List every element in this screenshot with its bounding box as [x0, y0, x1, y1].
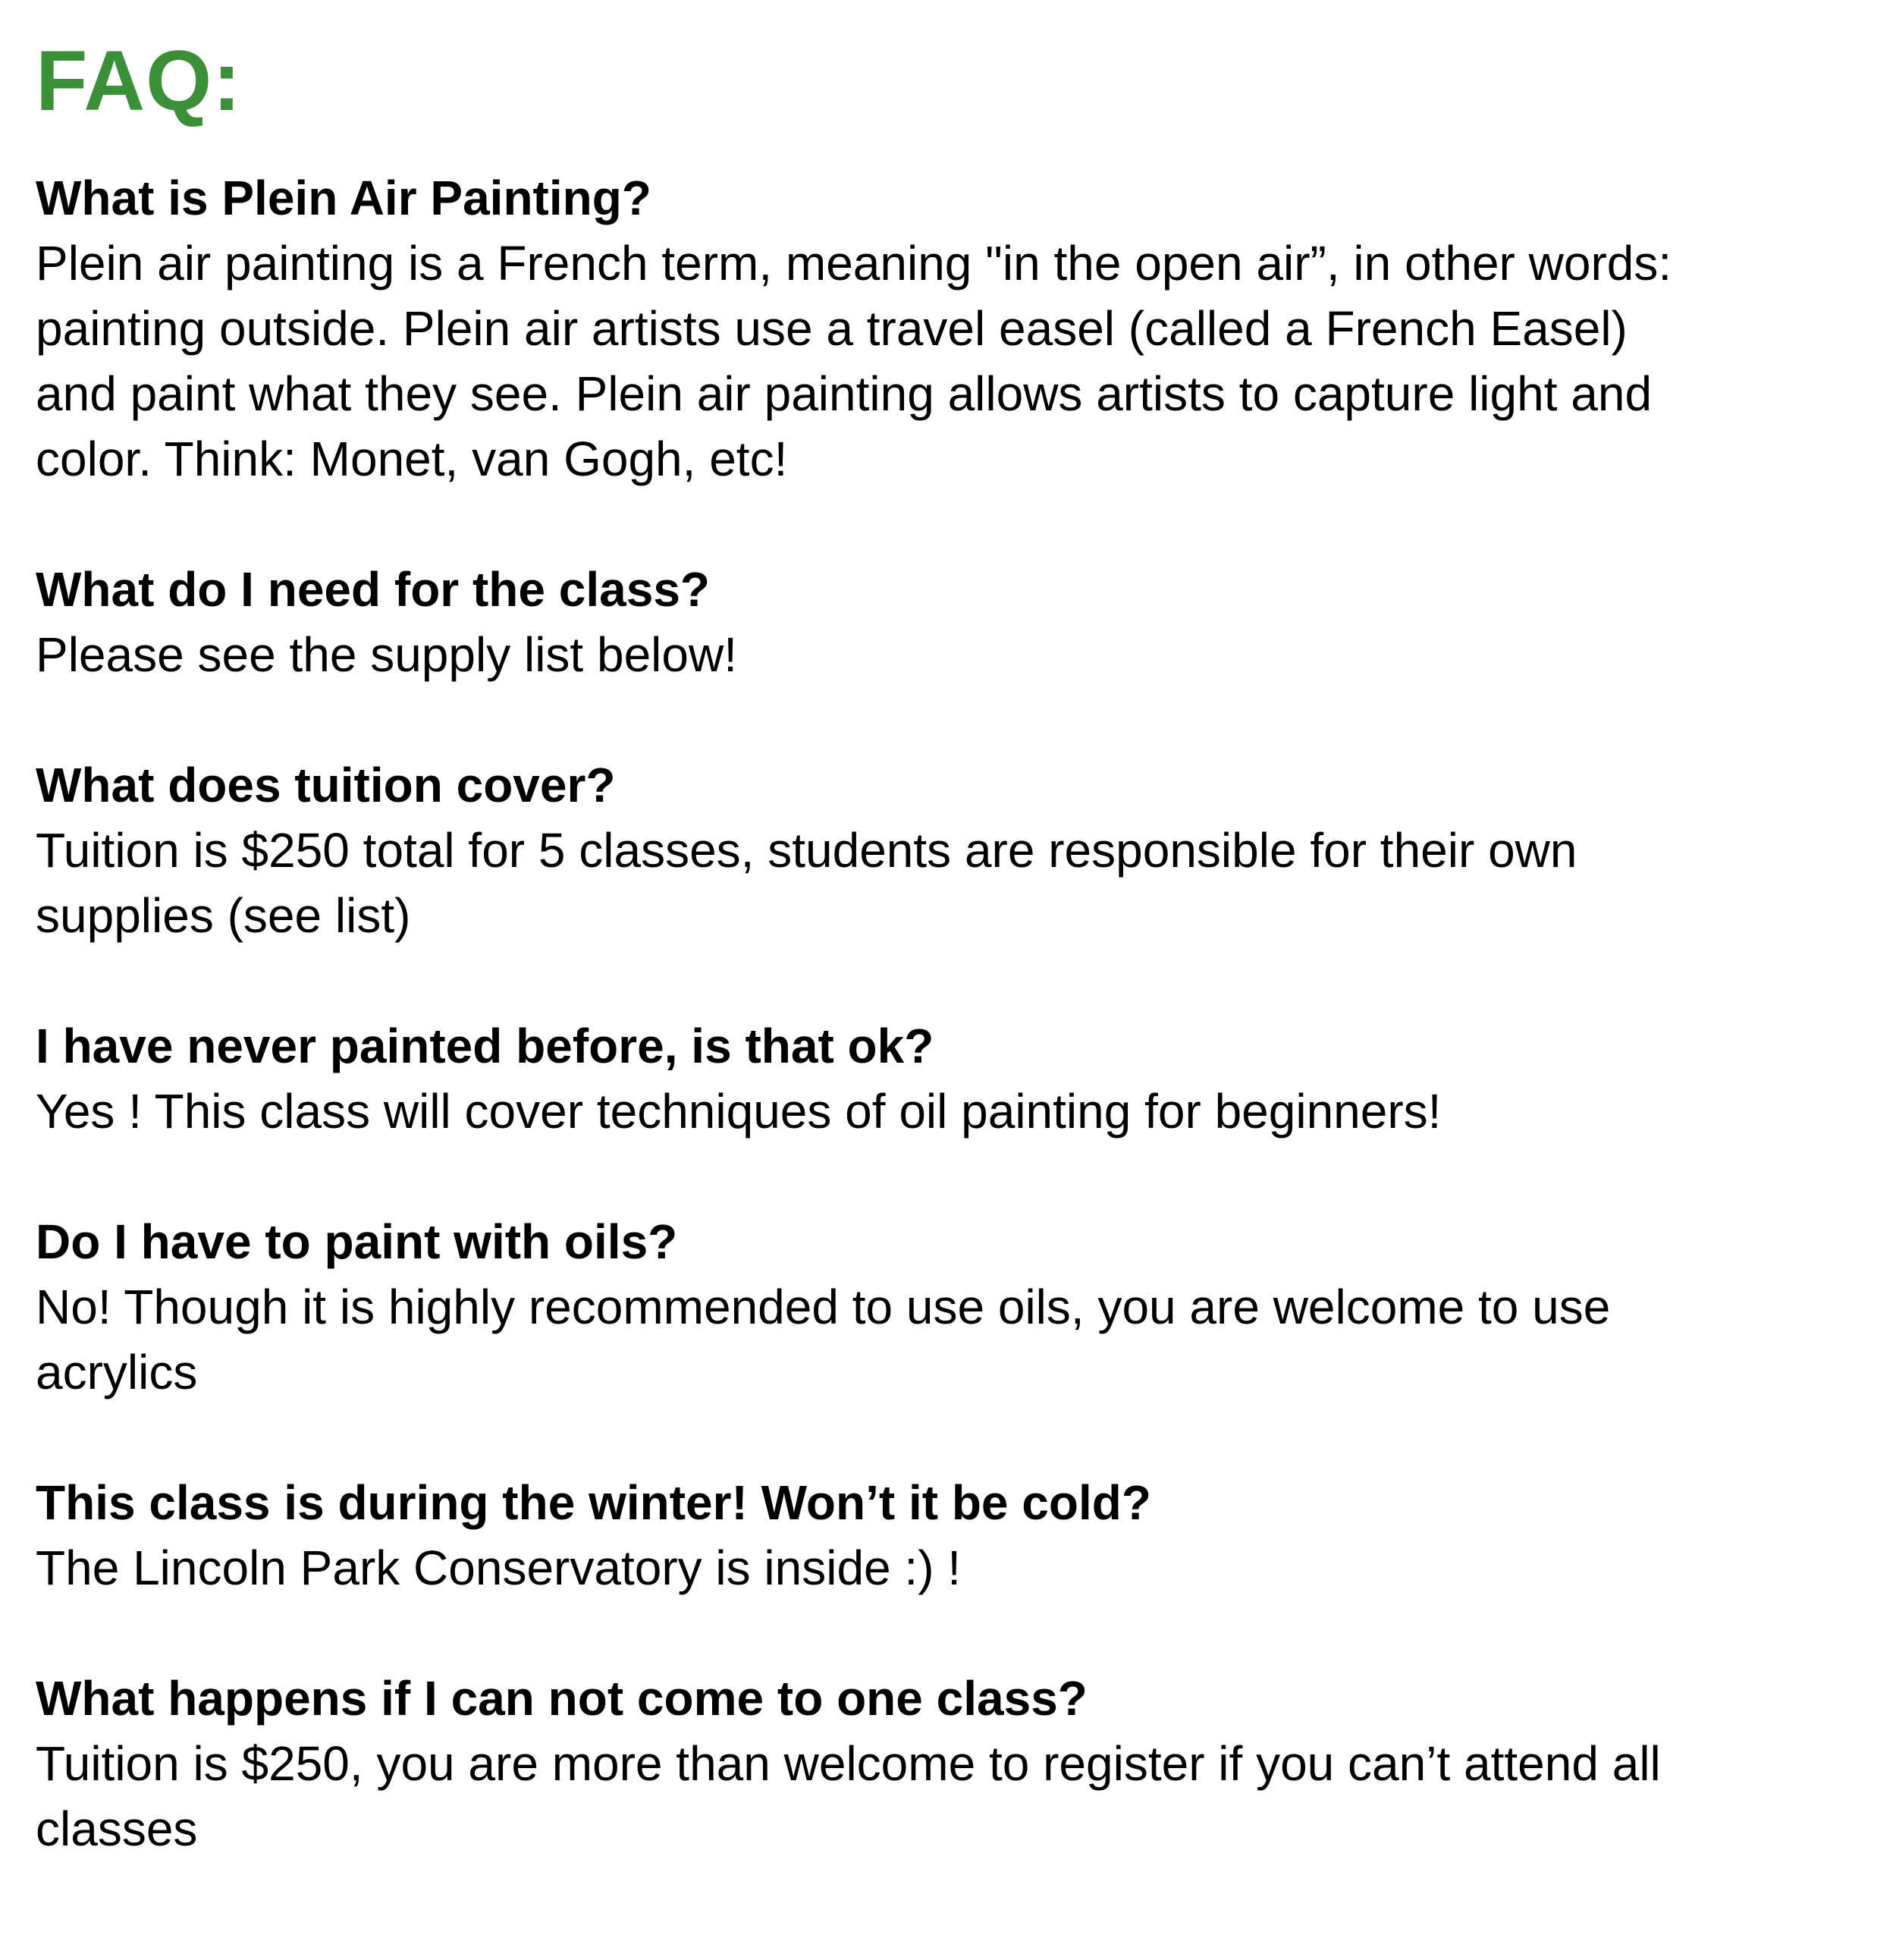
faq-item — [36, 752, 1871, 948]
answer-line: Tuition is $250 total for 5 classes, students are responsible for their own — [36, 823, 1577, 878]
faq-answer — [36, 1079, 1871, 1144]
faq-item — [36, 1209, 1871, 1405]
faq-item — [36, 165, 1871, 492]
answer-line: Yes ! This class will cover techniques of oil painting for beginners! — [36, 1084, 1442, 1139]
answer-line: Plein air painting is a French term, meaning "in the open air”, in other words: — [36, 236, 1672, 291]
faq-question: What is Plein Air Painting? — [36, 171, 651, 225]
answer-line: and paint what they see. Plein air painting allows artists to capture light and — [36, 366, 1653, 421]
faq-item — [36, 1013, 1871, 1144]
answer-line: Please see the supply list below! — [36, 627, 737, 682]
faq-question: I have never painted before, is that ok? — [36, 1019, 934, 1073]
faq-item — [36, 1666, 1871, 1861]
faq-question: What does tuition cover? — [36, 758, 616, 812]
faq-answer — [36, 231, 1871, 492]
faq-title: FAQ: — [36, 33, 242, 128]
faq-answer — [36, 1731, 1871, 1861]
faq-question: What happens if I can not come to one class? — [36, 1671, 1088, 1726]
answer-line: The Lincoln Park Conservatory is inside :) ! — [36, 1541, 962, 1595]
faq-answer — [36, 1535, 1871, 1600]
answer-line: supplies (see list) — [36, 888, 411, 943]
faq-item — [36, 557, 1871, 687]
faq-item — [36, 1470, 1871, 1600]
faq-document — [36, 32, 1871, 1927]
answer-line: color. Think: Monet, van Gogh, etc! — [36, 432, 788, 486]
faq-answer — [36, 818, 1871, 948]
answer-line: classes — [36, 1801, 198, 1856]
faq-question: Do I have to paint with oils? — [36, 1214, 678, 1269]
faq-question: This class is during the winter! Won’t it be cold? — [36, 1475, 1151, 1530]
answer-line: acrylics — [36, 1345, 198, 1399]
answer-line: No! Though it is highly recommended to use oils, you are welcome to use — [36, 1280, 1611, 1334]
faq-answer — [36, 622, 1871, 687]
faq-question: What do I need for the class? — [36, 562, 710, 617]
answer-line: painting outside. Plein air artists use a travel easel (called a French Easel) — [36, 301, 1628, 356]
answer-line: Tuition is $250, you are more than welcome to register if you can’t attend all — [36, 1736, 1661, 1791]
faq-answer — [36, 1274, 1871, 1405]
